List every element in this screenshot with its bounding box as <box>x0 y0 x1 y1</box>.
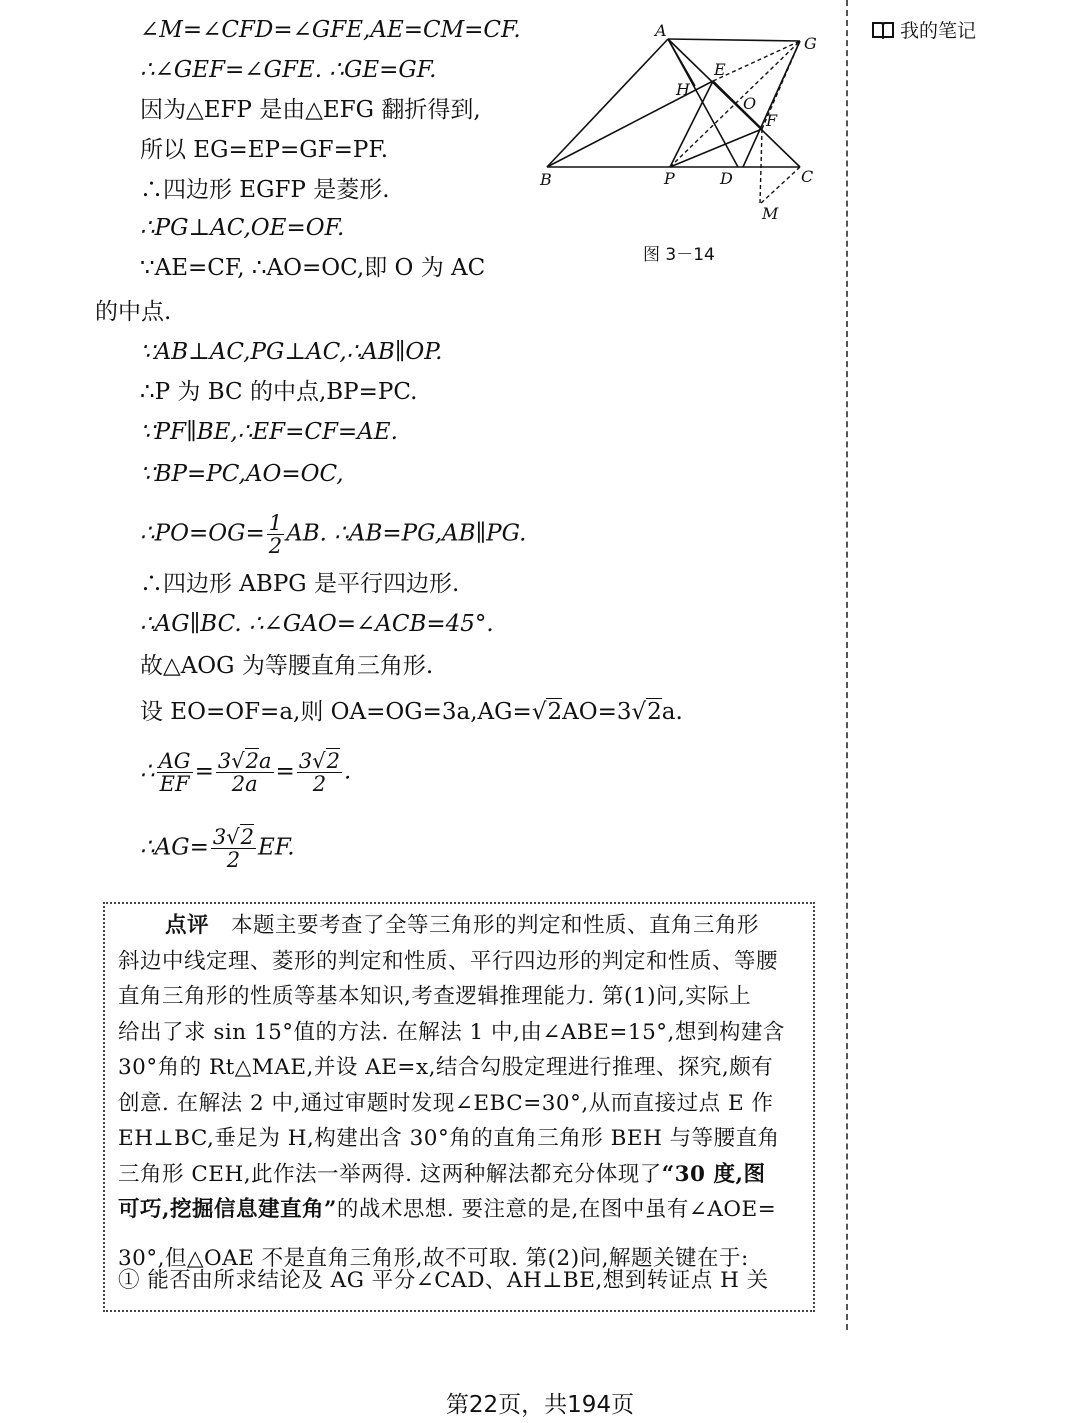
label-A: A <box>655 21 667 40</box>
geometry-figure <box>530 18 830 238</box>
label-O: O <box>743 94 757 113</box>
fraction: $\frac{3√2a}{2a}$ <box>217 749 272 796</box>
proof-line: 所以 EG=EP=GF=PF. <box>140 137 389 163</box>
review-line: 直角三角形的性质等基本知识,考查逻辑推理能力. 第(1)问,实际上 <box>118 984 752 1009</box>
proof-line: ∵BP=PC,AO=OC, <box>140 461 344 487</box>
book-icon <box>872 21 894 39</box>
notes-header <box>872 16 976 43</box>
label-D: D <box>720 169 733 188</box>
review-line: 给出了求 sin 15°值的方法. 在解法 1 中,由∠ABE=15°,想到构建含 <box>118 1019 785 1045</box>
proof-line: ∵AE=CF, ∴AO=OC,即 O 为 AC <box>140 255 486 281</box>
review-line: 创意. 在解法 2 中,通过审题时发现∠EBC=30°,从而直接过点 E 作 <box>118 1090 774 1116</box>
page-footer: 第22页，共194页 <box>445 1392 635 1418</box>
proof-line: ∴PG⊥AC,OE=OF. <box>140 215 345 241</box>
review-title: 点评 <box>165 913 210 938</box>
proof-line: 故△AOG 为等腰直角三角形. <box>140 653 434 679</box>
proof-line: ∴AG∥BC. ∴∠GAO=∠ACB=45°. <box>140 611 494 637</box>
proof-line: ∴P 为 BC 的中点,BP=PC. <box>140 379 418 405</box>
label-C: C <box>801 167 814 186</box>
notes-label: 我的笔记 <box>900 20 977 42</box>
fraction: $\frac{3√2}{2}$ <box>298 749 340 796</box>
label-H: H <box>676 80 690 99</box>
proof-line: ∴四边形 EGFP 是菱形. <box>140 177 390 203</box>
label-E: E <box>714 60 726 79</box>
review-line: ① 能否由所求结论及 AG 平分∠CAD、AH⊥BE,想到转证点 H 关 <box>118 1268 769 1293</box>
proof-line: ∠M=∠CFD=∠GFE,AE=CM=CF. <box>140 17 521 43</box>
label-F: F <box>766 111 778 130</box>
review-line: 三角形 CEH,此作法一举两得. 这两种解法都充分体现了“30 度,图 <box>118 1161 766 1187</box>
proof-line: 因为△EFP 是由△EFG 翻折得到, <box>140 97 481 123</box>
fraction: $\frac{AG}{EF}$ <box>158 749 191 796</box>
proof-line: ∵AB⊥AC,PG⊥AC,∴AB∥OP. <box>140 339 443 365</box>
fraction: $\frac{1}{2}$ <box>268 511 283 558</box>
review-line: 点评 本题主要考查了全等三角形的判定和性质、直角三角形 <box>165 913 760 938</box>
proof-line: 的中点. <box>95 299 172 325</box>
review-line: EH⊥BC,垂足为 H,构建出含 30°角的直角三角形 BEH 与等腰直角 <box>118 1126 780 1151</box>
proof-line-sqrt: 设 EO=OF=a,则 OA=OG=3a,AG=√2AO=3√2a. <box>140 699 683 725</box>
proof-line: ∴四边形 ABPG 是平行四边形. <box>140 571 460 597</box>
proof-line-fraction: ∴PO=OG= $\frac{1}{2}$ AB. ∴AB=PG,AB∥PG. <box>140 511 527 558</box>
margin-separator <box>846 0 848 1330</box>
review-line: 30°角的 Rt△MAE,并设 AE=x,结合勾股定理进行推理、探究,颇有 <box>118 1055 774 1080</box>
label-P: P <box>664 169 675 188</box>
label-B: B <box>540 170 552 189</box>
figure-caption: 图 3－14 <box>643 245 715 265</box>
review-line: 斜边中线定理、菱形的判定和性质、平行四边形的判定和性质、等腰 <box>118 948 779 974</box>
review-line: 30°,但△OAE 不是直角三角形,故不可取. 第(2)问,解题关键在于: <box>118 1246 749 1271</box>
label-G: G <box>804 34 817 53</box>
review-line: 可巧,挖掘信息建直角”的战术思想. 要注意的是,在图中虽有∠AOE= <box>118 1197 777 1222</box>
fraction: $\frac{3√2}{2}$ <box>212 825 255 872</box>
proof-line-result: ∴AG= $\frac{3√2}{2}$ EF. <box>140 825 295 872</box>
label-M: M <box>762 204 779 223</box>
proof-line-ratio: ∴ $\frac{AG}{EF}$ = $\frac{3√2a}{2a}$ = $\frac{3√2}{2}$ . <box>140 749 352 796</box>
proof-line: ∵PF∥BE,∴EF=CF=AE. <box>140 419 398 445</box>
proof-line: ∴∠GEF=∠GFE. ∴GE=GF. <box>140 57 437 83</box>
